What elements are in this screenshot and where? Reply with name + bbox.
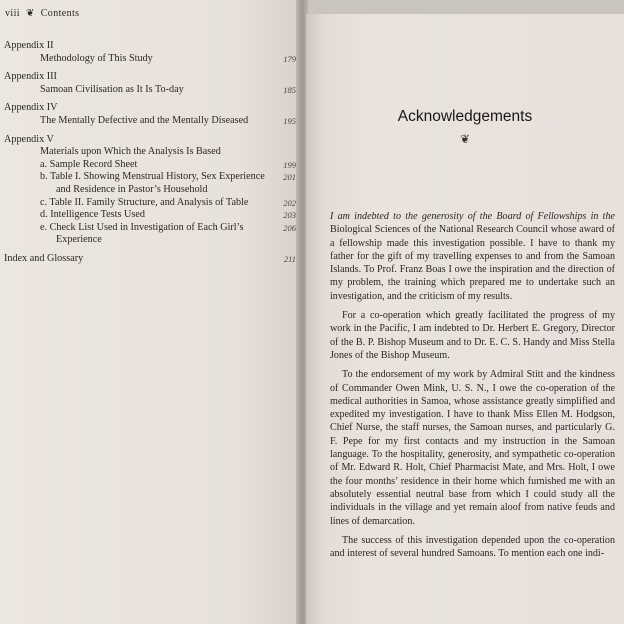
page-title: Acknowledgements bbox=[397, 108, 533, 125]
left-page bbox=[0, 0, 298, 624]
paragraph-text: To the endorsement of my work by Admiral Stitt and the kindness of Commander Owen Mink, U. S. N., I owe the co-operation of the medical authorities in Samoa, whose assistance greatly simplified and expedited my investigation. I have to thank Miss Ellen M. Hodgson, Chief Nurse, the staff nurses, the Samoan nurses, and particularly G. F. Pepe for my first contacts and my instruction in the Samoan language. To the hospitality, generosity, and sympathetic co-operation of Mr. Edward R. Holt, Chief Pharmacist Mate, and Mrs. Holt, I owe the four months’ residence in their home which furnished me with an absolutely essential neutral base from which I could study all the individuals in the village and yet remain aloof from native feuds and lines of demarcation. bbox=[330, 369, 615, 527]
toc-entry-text: Appendix III bbox=[4, 71, 57, 83]
folio: viii bbox=[5, 8, 20, 19]
toc-page-number: 202 bbox=[283, 197, 296, 208]
table-of-contents bbox=[4, 40, 296, 266]
lead-in-text: I am indebted to the generosity of the Board of Fellowships in the bbox=[330, 211, 615, 222]
toc-entry-text: e. Check List Used in Investigation of Each Girl’s bbox=[40, 221, 244, 233]
right-page bbox=[306, 14, 624, 624]
paragraph-text: Biological Sciences of the National Research Council whose award of a fellowship made this investigation possible. I have to thank my father for the gift of my travelling expenses to and from the Samoan Islands. To Prof. Franz Boas I owe the inspiration and the direction of my problem, the training which prepared me to undertake such an investigation, and the criticism of my results. bbox=[330, 224, 615, 302]
toc-page-number: 179 bbox=[283, 53, 296, 64]
toc-entry bbox=[4, 234, 296, 247]
toc-entry-text: Materials upon Which the Analysis Is Based bbox=[40, 146, 221, 158]
toc-entry-text: c. Table II. Family Structure, and Analysis of Table bbox=[40, 196, 249, 208]
toc-entry-text: Appendix V bbox=[4, 133, 54, 145]
running-head bbox=[5, 8, 79, 19]
body-paragraph bbox=[330, 309, 615, 362]
toc-entry bbox=[4, 115, 296, 128]
toc-entry bbox=[4, 209, 296, 222]
toc-page-number: 195 bbox=[283, 115, 296, 126]
toc-entry bbox=[4, 40, 296, 53]
toc-entry-text: Index and Glossary bbox=[4, 252, 84, 264]
toc-entry bbox=[4, 197, 296, 210]
toc-entry-text: Samoan Civilisation as It Is To-day bbox=[40, 83, 184, 95]
body-paragraph bbox=[330, 210, 615, 303]
ornament-icon: ❦ bbox=[459, 132, 471, 146]
toc-entry bbox=[4, 253, 296, 266]
toc-entry-text: and Residence in Pastor’s Household bbox=[56, 183, 208, 195]
toc-entry-text: Appendix II bbox=[4, 40, 54, 51]
toc-entry bbox=[4, 222, 296, 235]
paragraph-text: The success of this investigation depended upon the co-operation and interest of several hundred Samoans. To mention each one indi- bbox=[330, 534, 615, 560]
running-title: Contents bbox=[40, 8, 80, 19]
toc-entry bbox=[4, 71, 296, 84]
toc-entry-text: d. Intelligence Tests Used bbox=[40, 209, 145, 221]
toc-page-number: 211 bbox=[283, 253, 296, 264]
toc-page-number: 199 bbox=[283, 159, 296, 170]
toc-entry bbox=[4, 159, 296, 172]
ornament-icon: ❦ bbox=[25, 8, 35, 19]
acknowledgements-body bbox=[330, 210, 615, 566]
toc-entry-text: a. Sample Record Sheet bbox=[40, 158, 138, 170]
toc-entry bbox=[4, 134, 296, 147]
toc-entry bbox=[4, 102, 296, 115]
paragraph-text: For a co-operation which greatly facilitated the progress of my work in the Pacific, I am indebted to Dr. Herbert E. Gregory, Director of the B. P. Bishop Museum and to Dr. E. C. S. Handy and Miss Stella Jones of the Bishop Museum. bbox=[330, 310, 615, 361]
toc-entry bbox=[4, 184, 296, 197]
body-paragraph bbox=[330, 368, 615, 528]
toc-entry-text: b. Table I. Showing Menstrual History, Sex Experience bbox=[40, 171, 265, 183]
toc-entry-text: Methodology of This Study bbox=[40, 52, 153, 64]
toc-entry-text: The Mentally Defective and the Mentally Diseased bbox=[40, 114, 249, 126]
body-paragraph bbox=[330, 534, 615, 561]
toc-page-number: 206 bbox=[283, 222, 296, 233]
toc-page-number: 185 bbox=[283, 84, 296, 95]
toc-entry bbox=[4, 53, 296, 66]
toc-entry bbox=[4, 171, 296, 184]
toc-entry bbox=[4, 146, 296, 159]
toc-page-number: 201 bbox=[283, 172, 296, 183]
toc-entry-text: Appendix IV bbox=[4, 102, 58, 114]
toc-page-number: 203 bbox=[283, 210, 296, 221]
toc-entry-text: Experience bbox=[56, 234, 102, 246]
toc-entry bbox=[4, 84, 296, 97]
